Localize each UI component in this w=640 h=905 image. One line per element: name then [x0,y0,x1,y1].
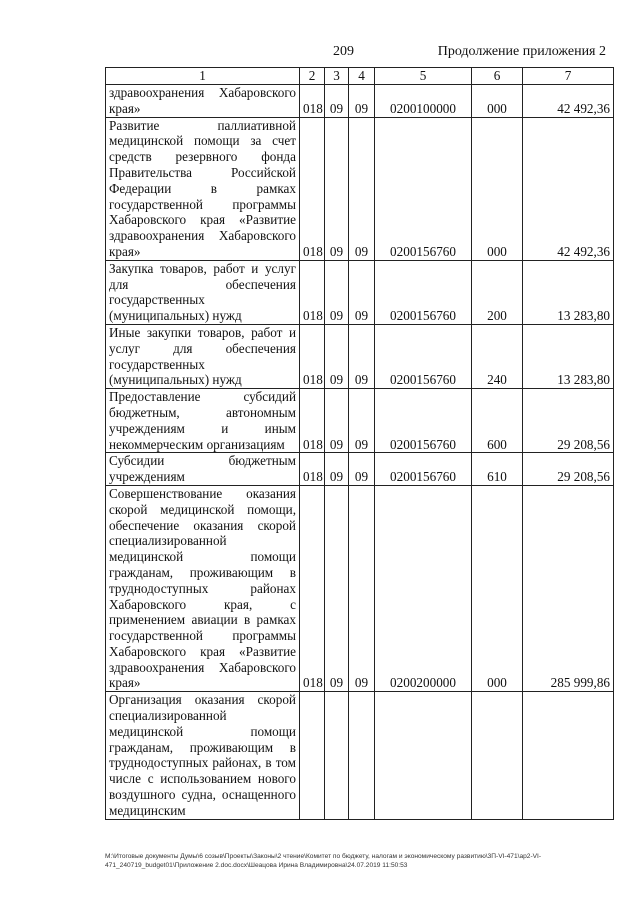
column-header: 5 [375,68,472,85]
code-col4: 09 [349,485,375,691]
amount-value: 285 999,86 [523,485,614,691]
expense-type-code: 600 [472,389,523,453]
code-col3: 09 [325,389,349,453]
code-col2: 018 [300,324,325,388]
amount-value: 29 208,56 [523,453,614,486]
code-col3: 09 [325,85,349,118]
row-description: Субсидии бюджетным учреждениям [106,453,300,486]
target-article-code: 0200100000 [375,85,472,118]
target-article-code [375,692,472,819]
amount-value [523,692,614,819]
expense-type-code: 000 [472,485,523,691]
code-col4: 09 [349,389,375,453]
table-row [106,692,614,819]
target-article-code: 0200156760 [375,453,472,486]
row-description: Совершенствование оказания скорой медицинской помощи, обеспечение оказания скорой специализированной медицинской помощи гражданам, проживающим в труднодоступных районах Хабаровского края, с применением авиации в рамках государственной программы Хабаровского края «Развитие здравоохранения Хабаровского края» [106,485,300,691]
expense-type-code: 000 [472,117,523,260]
amount-value: 29 208,56 [523,389,614,453]
table-row [106,485,614,691]
code-col2: 018 [300,117,325,260]
column-header: 2 [300,68,325,85]
code-col4: 09 [349,85,375,118]
expense-type-code: 000 [472,85,523,118]
code-col3: 09 [325,260,349,324]
column-header: 1 [106,68,300,85]
amount-value: 13 283,80 [523,260,614,324]
code-col3 [325,692,349,819]
row-description: Организация оказания скорой специализированной медицинской помощи гражданам, проживающим в труднодоступных районах, в том числе с использованием нового воздушного судна, оснащенного медицинским [106,692,300,819]
continuation-label: Продолжение приложения 2 [437,44,606,59]
row-description: Предоставление субсидий бюджетным, автономным учреждениям и иным некоммерческим организациям [106,389,300,453]
table-row [106,453,614,486]
page-number: 209 [333,44,354,59]
code-col4 [349,692,375,819]
code-col2: 018 [300,389,325,453]
row-description: Иные закупки товаров, работ и услуг для обеспечения государственных (муниципальных) нужд [106,324,300,388]
column-header: 3 [325,68,349,85]
code-col2: 018 [300,85,325,118]
expense-type-code [472,692,523,819]
document-path-footer: M:\Итоговые документы Думы\6 созыв\Проекты\Законы\2 чтение\Комитет по бюджету, налогам и экономическому развитию\3П-VI-471\ap2-VI-471_240719_budget01\Приложение 2.doc.docx\Шеацова Ирина Владимировна\24.07.2019 11:50:53 [105,853,542,869]
code-col4: 09 [349,453,375,486]
table-row [106,260,614,324]
code-col3: 09 [325,453,349,486]
target-article-code: 0200156760 [375,324,472,388]
table-row [106,324,614,388]
column-header-row [106,68,614,85]
expense-type-code: 240 [472,324,523,388]
code-col4: 09 [349,324,375,388]
expense-type-code: 610 [472,453,523,486]
target-article-code: 0200156760 [375,260,472,324]
target-article-code: 0200156760 [375,389,472,453]
code-col3: 09 [325,324,349,388]
column-header: 7 [523,68,614,85]
row-description: Развитие паллиативной медицинской помощи за счет средств резервного фонда Правительства Российской Федерации в рамках государственной программы Хабаровского края «Развитие здравоохранения Хабаровского края» [106,117,300,260]
target-article-code: 0200156760 [375,117,472,260]
amount-value: 42 492,36 [523,117,614,260]
column-header: 4 [349,68,375,85]
code-col4: 09 [349,117,375,260]
table-row [106,85,614,118]
table-row [106,389,614,453]
code-col2: 018 [300,453,325,486]
code-col2 [300,692,325,819]
code-col2: 018 [300,485,325,691]
code-col3: 09 [325,485,349,691]
amount-value: 42 492,36 [523,85,614,118]
row-description: здравоохранения Хабаровского края» [106,85,300,118]
code-col3: 09 [325,117,349,260]
budget-table [105,67,614,820]
code-col4: 09 [349,260,375,324]
column-header: 6 [472,68,523,85]
target-article-code: 0200200000 [375,485,472,691]
table-row [106,117,614,260]
expense-type-code: 200 [472,260,523,324]
row-description: Закупка товаров, работ и услуг для обеспечения государственных (муниципальных) нужд [106,260,300,324]
amount-value: 13 283,80 [523,324,614,388]
code-col2: 018 [300,260,325,324]
